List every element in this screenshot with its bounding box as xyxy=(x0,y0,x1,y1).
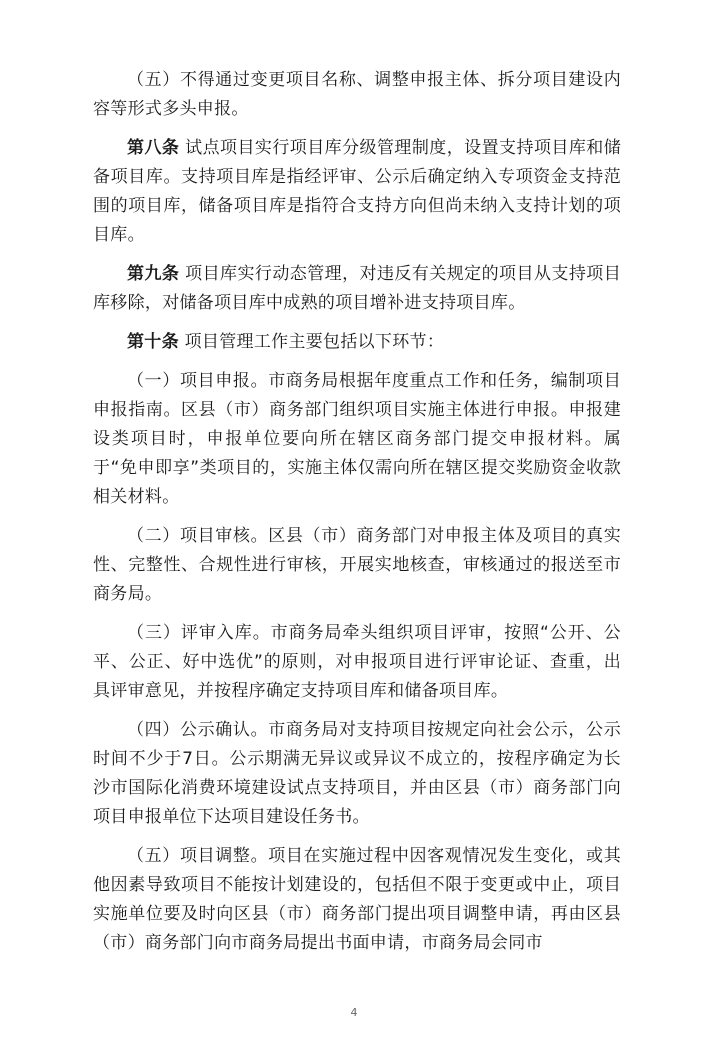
document-body xyxy=(93,66,621,968)
article-heading: 第九条 xyxy=(127,264,180,284)
step-public-confirmation xyxy=(93,716,621,832)
paragraph-item-5 xyxy=(93,66,621,124)
article-text: 项目管理工作主要包括以下环节： xyxy=(184,332,445,352)
step-project-review xyxy=(93,522,621,609)
step-project-application xyxy=(93,367,621,512)
article-heading: 第八条 xyxy=(127,138,180,158)
article-9 xyxy=(93,260,621,318)
article-10 xyxy=(93,328,621,357)
article-text: 试点项目实行项目库分级管理制度，设置支持项目库和储备项目库。支持项目库是指经评审、公示后确定纳入专项资金支持范围的项目库，储备项目库是指符合支持方向但尚未纳入支持计划的项目库。 xyxy=(93,138,621,245)
paragraph-text: （四）公示确认。市商务局对支持项目按规定向社会公示，公示时间不少于7日。公示期满无异议或异议不成立的，按程序确定为长沙市国际化消费环境建设试点支持项目，并由区县（市）商务部门向项目申报单位下达项目建设任务书。 xyxy=(93,720,621,827)
step-project-adjustment xyxy=(93,842,621,958)
article-text: 项目库实行动态管理，对违反有关规定的项目从支持项目库移除，对储备项目库中成熟的项目增补进支持项目库。 xyxy=(93,264,621,313)
article-heading: 第十条 xyxy=(127,332,179,352)
paragraph-text: （一）项目申报。市商务局根据年度重点工作和任务，编制项目申报指南。区县（市）商务部门组织项目实施主体进行申报。申报建设类项目时，申报单位要向所在辖区商务部门提交申报材料。属于“免申即享”类项目的，实施主体仅需向所在辖区提交奖励资金收款相关材料。 xyxy=(93,371,621,507)
paragraph-text: （三）评审入库。市商务局牵头组织项目评审，按照“公开、公平、公正、好中选优”的原则，对申报项目进行评审论证、查重，出具评审意见，并按程序确定支持项目库和储备项目库。 xyxy=(93,623,621,701)
paragraph-text: （五）不得通过变更项目名称、调整申报主体、拆分项目建设内容等形式多头申报。 xyxy=(93,70,621,119)
paragraph-text: （五）项目调整。项目在实施过程中因客观情况发生变化，或其他因素导致项目不能按计划建设的，包括但不限于变更或中止，项目实施单位要及时向区县（市）商务部门提出项目调整申请，再由区县（市）商务部门向市商务局提出书面申请，市商务局会同市 xyxy=(93,846,621,953)
paragraph-text: （二）项目审核。区县（市）商务部门对申报主体及项目的真实性、完整性、合规性进行审核，开展实地核查，审核通过的报送至市商务局。 xyxy=(93,526,621,604)
step-evaluation-entry xyxy=(93,619,621,706)
page-number: 4 xyxy=(350,1006,358,1019)
article-8 xyxy=(93,134,621,250)
